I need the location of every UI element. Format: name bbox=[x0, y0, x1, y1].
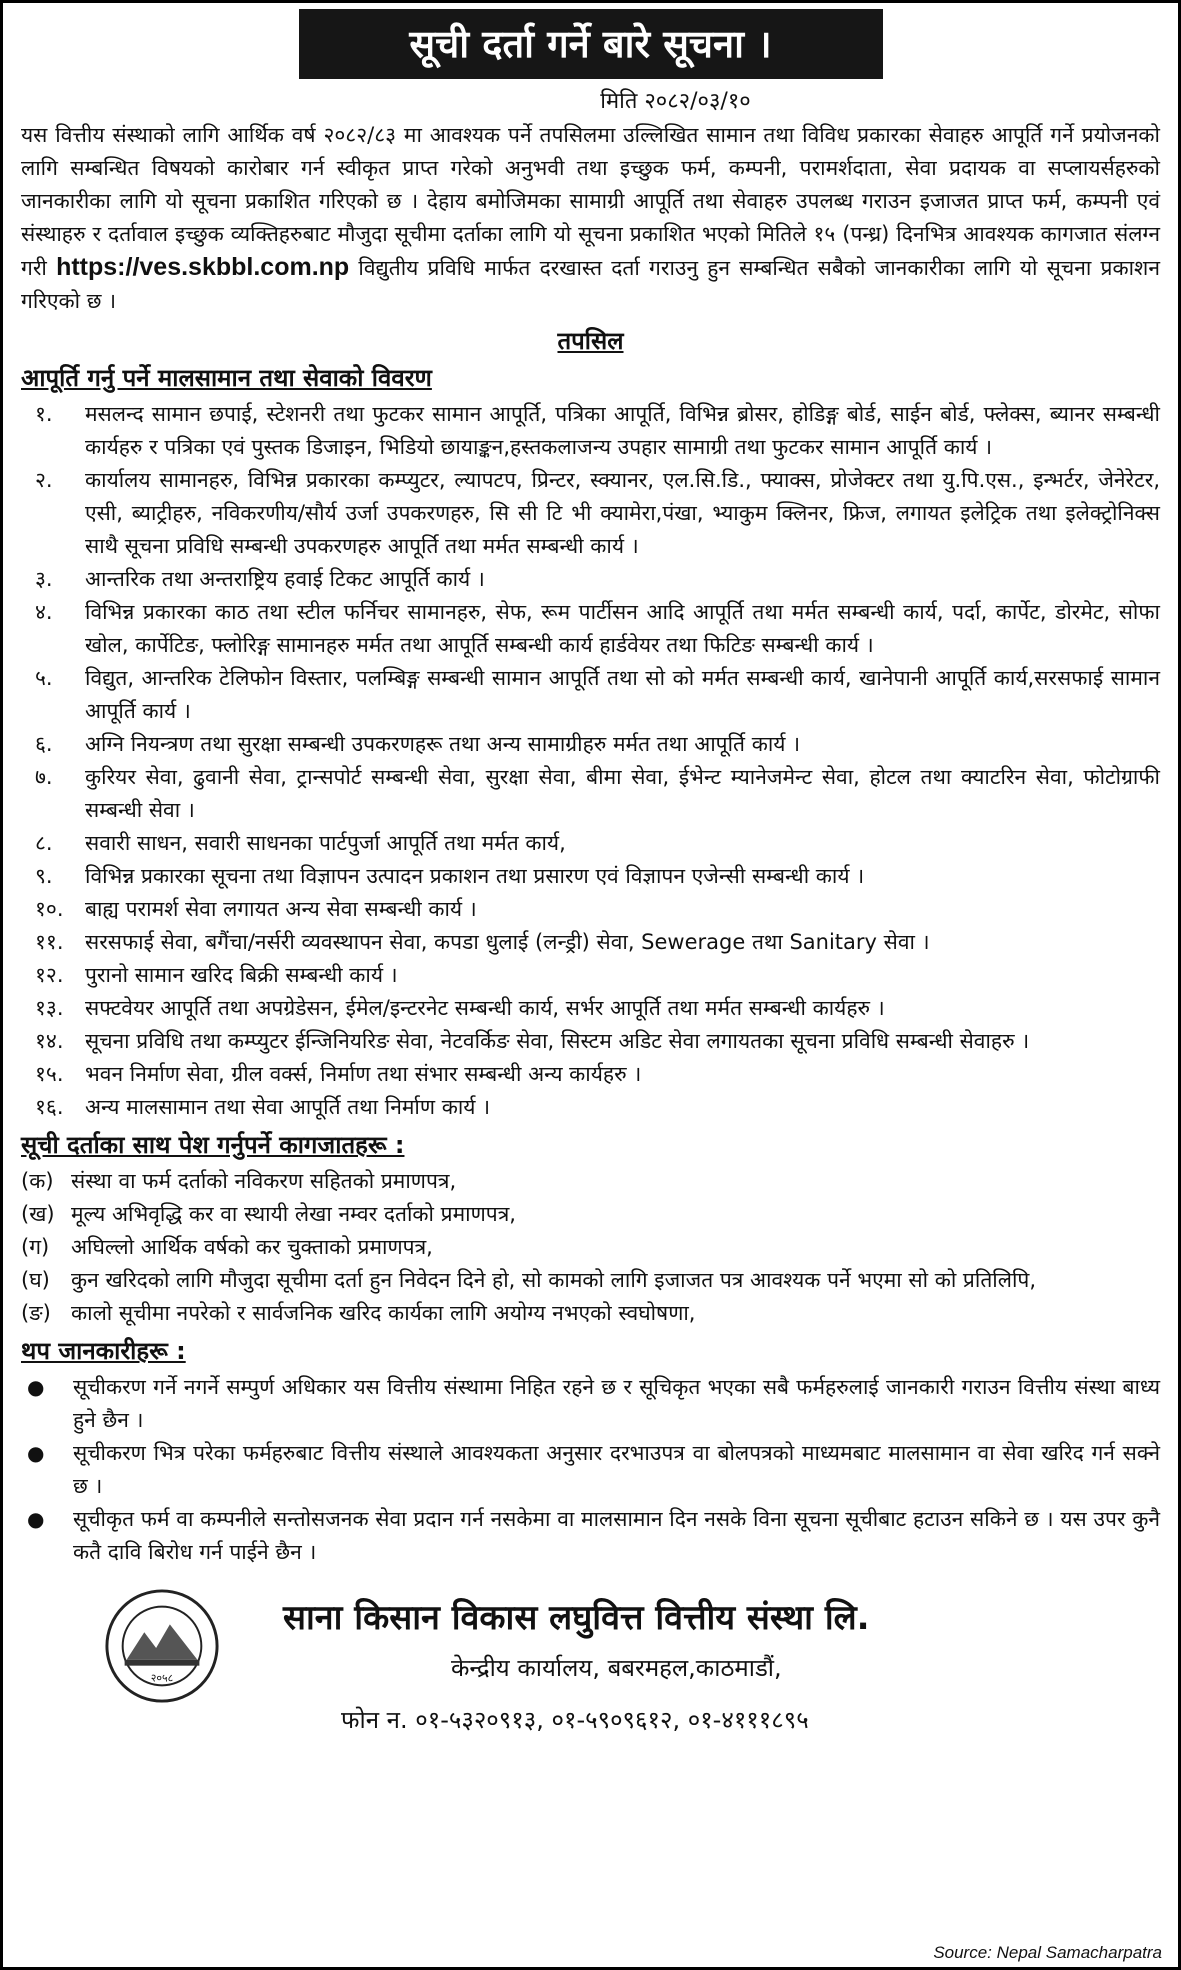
goods-item-number: ३. bbox=[35, 567, 53, 591]
organization-phone: फोन न. ०१-५३२०९१३, ०१-५९०९६१२, ०१-४१११८९५ bbox=[341, 1706, 809, 1734]
document-item-text: संस्था वा फर्म दर्ताको नविकरण सहितको प्रमाणपत्र, bbox=[71, 1169, 457, 1193]
goods-item bbox=[21, 860, 1160, 893]
source-credit: Source: Nepal Samacharpatra bbox=[933, 1943, 1162, 1962]
document-item-label: (ङ) bbox=[21, 1301, 51, 1325]
goods-item-text: विभिन्न प्रकारका सूचना तथा विज्ञापन उत्पादन प्रकाशन तथा प्रसारण एवं विज्ञापन एजेन्सी सम्बन्धी कार्य । bbox=[85, 864, 865, 888]
bullet-icon: ● bbox=[27, 1375, 45, 1399]
more-info-list bbox=[21, 1371, 1160, 1569]
goods-item-text: सवारी साधन, सवारी साधनका पार्टपुर्जा आपूर्ति तथा मर्मत कार्य, bbox=[85, 831, 566, 855]
goods-item bbox=[21, 893, 1160, 926]
goods-item-text: बाह्य परामर्श सेवा लगायत अन्य सेवा सम्बन्धी कार्य । bbox=[85, 897, 477, 921]
more-info-item bbox=[21, 1371, 1160, 1437]
goods-item bbox=[21, 959, 1160, 992]
application-url-link[interactable]: https://ves.skbbl.com.np bbox=[56, 253, 350, 281]
goods-item-number: १. bbox=[35, 402, 53, 426]
goods-list bbox=[21, 398, 1160, 1124]
goods-item-number: ८. bbox=[35, 831, 53, 855]
more-info-text: सूचीकरण गर्ने नगर्ने सम्पुर्ण अधिकार यस वित्तीय संस्थामा निहित रहने छ र सूचिकृत भएका सबै फर्महरुलाई जानकारी गराउन वित्तीय संस्था बाध्य हुने छैन । bbox=[73, 1375, 1160, 1432]
more-info-item bbox=[21, 1437, 1160, 1503]
document-item-label: (घ) bbox=[21, 1268, 50, 1292]
goods-item bbox=[21, 398, 1160, 464]
organization-seal-icon bbox=[103, 1587, 221, 1705]
goods-item-number: १०. bbox=[35, 897, 64, 921]
document-item-label: (क) bbox=[21, 1169, 54, 1193]
goods-item-text: पुरानो सामान खरिद बिक्री सम्बन्धी कार्य । bbox=[85, 963, 398, 987]
intro-paragraph bbox=[21, 119, 1160, 318]
goods-item-number: २. bbox=[35, 468, 53, 492]
svg-text:२०५८: २०५८ bbox=[150, 1671, 174, 1685]
goods-item bbox=[21, 827, 1160, 860]
goods-item-text: मसलन्द सामान छपाई, स्टेशनरी तथा फुटकर सामान आपूर्ति, पत्रिका आपूर्ति, विभिन्न ब्रोसर, होडिङ्ग बोर्ड, साईन बोर्ड, फ्लेक्स, ब्यानर सम्बन्धी कार्यहरु र पत्रिका एवं पुस्तक डिजाइन, भिडियो छायाङ्कन,हस्तकलाजन्य उपहार सामाग्री तथा फुटकर सामान आपूर्ति कार्य । bbox=[85, 402, 1160, 459]
goods-item-number: १५. bbox=[35, 1062, 64, 1086]
goods-item bbox=[21, 992, 1160, 1025]
goods-item-number: १४. bbox=[35, 1029, 64, 1053]
goods-item bbox=[21, 728, 1160, 761]
organization-address: केन्द्रीय कार्यालय, बबरमहल,काठमाडौं, bbox=[451, 1654, 782, 1682]
document-item bbox=[21, 1264, 1160, 1297]
goods-item bbox=[21, 662, 1160, 728]
goods-item-number: ६. bbox=[35, 732, 53, 756]
bullet-icon: ● bbox=[27, 1507, 45, 1531]
goods-item-text: सफ्टवेयर आपूर्ति तथा अपग्रेडेसन, ईमेल/इन्टरनेट सम्बन्धी कार्य, सर्भर आपूर्ति तथा मर्मत सम्बन्धी कार्यहरु । bbox=[85, 996, 885, 1020]
more-info-text: सूचीकरण भित्र परेका फर्महरुबाट वित्तीय संस्थाले आवश्यकता अनुसार दरभाउपत्र वा बोलपत्रको माध्यमबाट मालसामान वा सेवा खरिद गर्न सक्ने छ । bbox=[73, 1441, 1160, 1498]
goods-item-text: सरसफाई सेवा, बगैंचा/नर्सरी व्यवस्थापन सेवा, कपडा धुलाई (लन्ड्री) सेवा, Sewerage तथा Sanitary सेवा । bbox=[85, 930, 930, 954]
document-item bbox=[21, 1231, 1160, 1264]
intro-text-2: विद्युतीय प्रविधि मार्फत दरखास्त दर्ता गराउनु हुन सम्बन्धित सबैको जानकारीका लागि यो सूचना प्रकाशन गरिएको छ । bbox=[21, 256, 1160, 313]
goods-item-number: ७. bbox=[35, 765, 53, 789]
more-info-text: सूचीकृत फर्म वा कम्पनीले सन्तोसजनक सेवा प्रदान गर्न नसकेमा वा मालसामान दिन नसके विना सूचना सूचीबाट हटाउन सकिने छ । यस उपर कुनै कतै दावि बिरोध गर्न पाईने छैन । bbox=[73, 1507, 1160, 1564]
footer bbox=[21, 1579, 1160, 1789]
goods-item-text: सूचना प्रविधि तथा कम्प्युटर ईन्जिनियरिङ सेवा, नेटवर्किङ सेवा, सिस्टम अडिट सेवा लगायतका सूचना प्रविधि सम्बन्धी सेवाहरु । bbox=[85, 1029, 1030, 1053]
goods-item-text: अग्नि नियन्त्रण तथा सुरक्षा सम्बन्धी उपकरणहरू तथा अन्य सामाग्रीहरु मर्मत तथा आपूर्ति कार्य । bbox=[85, 732, 801, 756]
goods-item bbox=[21, 926, 1160, 959]
notice-title: सूची दर्ता गर्ने बारे सूचना । bbox=[299, 9, 883, 79]
notice-date: मिति २०८२/०३/१० bbox=[600, 89, 751, 114]
docs-heading: सूची दर्ताका साथ पेश गर्नुपर्ने कागजातहरू : bbox=[21, 1131, 405, 1159]
goods-item-text: विद्युत, आन्तरिक टेलिफोन विस्तार, पलम्बिङ्ग सम्बन्धी सामान आपूर्ति तथा सो को मर्मत सम्बन्धी कार्य, खानेपानी आपूर्ति कार्य,सरसफाई सामान आपूर्ति कार्य । bbox=[85, 666, 1160, 723]
document-item-text: मूल्य अभिवृद्धि कर वा स्थायी लेखा नम्वर दर्ताको प्रमाणपत्र, bbox=[71, 1202, 516, 1226]
document-item bbox=[21, 1297, 1160, 1330]
bullet-icon: ● bbox=[27, 1441, 45, 1465]
more-info-heading: थप जानकारीहरू : bbox=[21, 1337, 186, 1365]
organization-name: साना किसान विकास लघुवित्त वित्तीय संस्था लि. bbox=[283, 1598, 870, 1638]
document-item-label: (ग) bbox=[21, 1235, 50, 1259]
goods-item-text: भवन निर्माण सेवा, ग्रील वर्क्स, निर्माण तथा संभार सम्बन्धी अन्य कार्यहरु । bbox=[85, 1062, 642, 1086]
goods-item-number: ११. bbox=[35, 930, 64, 954]
document-item-label: (ख) bbox=[21, 1202, 55, 1226]
goods-item-text: कुरियर सेवा, ढुवानी सेवा, ट्रान्सपोर्ट सम्बन्धी सेवा, सुरक्षा सेवा, बीमा सेवा, ईभेन्ट म्यानेजमेन्ट सेवा, होटल तथा क्याटरिन सेवा, फोटोग्राफी सम्बन्धी सेवा । bbox=[85, 765, 1160, 822]
document-item bbox=[21, 1198, 1160, 1231]
schedule-heading: तपसिल bbox=[557, 327, 624, 355]
goods-item-text: आन्तरिक तथा अन्तराष्ट्रिय हवाई टिकट आपूर्ति कार्य । bbox=[85, 567, 485, 591]
document-item-text: कुन खरिदको लागि मौजुदा सूचीमा दर्ता हुन निवेदन दिने हो, सो कामको लागि इजाजत पत्र आवश्यक पर्ने भएमा सो को प्रतिलिपि, bbox=[71, 1268, 1037, 1292]
goods-item-number: ४. bbox=[35, 600, 53, 624]
goods-item-number: ९. bbox=[35, 864, 53, 888]
document-item-text: कालो सूचीमा नपरेको र सार्वजनिक खरिद कार्यका लागि अयोग्य नभएको स्वघोषणा, bbox=[71, 1301, 696, 1325]
goods-item-number: १२. bbox=[35, 963, 64, 987]
goods-item bbox=[21, 596, 1160, 662]
goods-item-number: १६. bbox=[35, 1095, 64, 1119]
goods-item-number: ५. bbox=[35, 666, 53, 690]
documents-list bbox=[21, 1165, 1160, 1330]
document-item-text: अघिल्लो आर्थिक वर्षको कर चुक्ताको प्रमाणपत्र, bbox=[71, 1235, 433, 1259]
goods-item-text: विभिन्न प्रकारका काठ तथा स्टील फर्निचर सामानहरु, सेफ, रूम पार्टीसन आदि आपूर्ति तथा मर्मत सम्बन्धी कार्य, पर्दा, कार्पेट, डोरमेट, सोफा खोल, कार्पेटिङ, फ्लोरिङ्ग सामानहरु मर्मत तथा आपूर्ति सम्बन्धी कार्य हार्डवेयर तथा फिटिङ सम्बन्धी कार्य । bbox=[85, 600, 1160, 657]
goods-item-text: कार्यालय सामानहरु, विभिन्न प्रकारका कम्प्युटर, ल्यापटप, प्रिन्टर, स्क्यानर, एल.सि.डि., फ्याक्स, प्रोजेक्टर तथा यु.पि.एस., इन्भर्टर, जेनेरेटर, एसी, ब्याट्रीहरु, नविकरणीय/सौर्य उर्जा उपकरणहरु, सि सी टि भी क्यामेरा,पंखा, भ्याकुम क्लिनर, फ्रिज, लगायत इलेट्रिक तथा इलेक्ट्रोनिक्स साथै सूचना प्रविधि सम्बन्धी उपकरणहरु आपूर्ति तथा मर्मत सम्बन्धी कार्य । bbox=[85, 468, 1160, 558]
goods-item bbox=[21, 1025, 1160, 1058]
goods-item bbox=[21, 1091, 1160, 1124]
goods-item-text: अन्य मालसामान तथा सेवा आपूर्ति तथा निर्माण कार्य । bbox=[85, 1095, 491, 1119]
goods-item bbox=[21, 1058, 1160, 1091]
goods-item bbox=[21, 464, 1160, 563]
goods-heading: आपूर्ति गर्नु पर्ने मालसामान तथा सेवाको विवरण bbox=[21, 364, 432, 392]
goods-item bbox=[21, 563, 1160, 596]
document-item bbox=[21, 1165, 1160, 1198]
goods-item-number: १३. bbox=[35, 996, 64, 1020]
goods-item bbox=[21, 761, 1160, 827]
more-info-item bbox=[21, 1503, 1160, 1569]
intro-text-1: यस वित्तीय संस्थाको लागि आर्थिक वर्ष २०८२/८३ मा आवश्यक पर्ने तपसिलमा उल्लिखित सामान तथा विविध प्रकारका सेवाहरु आपूर्ति गर्ने प्रयोजनको लागि सम्बन्धित विषयको कारोबार गर्न स्वीकृत प्राप्त गरेको अनुभवी तथा इच्छुक फर्म, कम्पनी, परामर्शदाता, सेवा प्रदायक वा सप्लायर्सहरुको जानकारीका लागि यो सूचना प्रकाशित गरिएको छ । देहाय बमोजिमका सामाग्री आपूर्ति तथा सेवाहरु उपलब्ध गराउन इजाजत प्राप्त फर्म, कम्पनी एवं संस्थाहरु र दर्तावाल इच्छुक व्यक्तिहरुबाट मौजुदा सूचीमा दर्ताका लागि यो सूचना प्रकाशित भएको मितिले १५ (पन्ध्र) दिनभित्र आवश्यक कागजात संलग्न गरी bbox=[21, 123, 1160, 280]
